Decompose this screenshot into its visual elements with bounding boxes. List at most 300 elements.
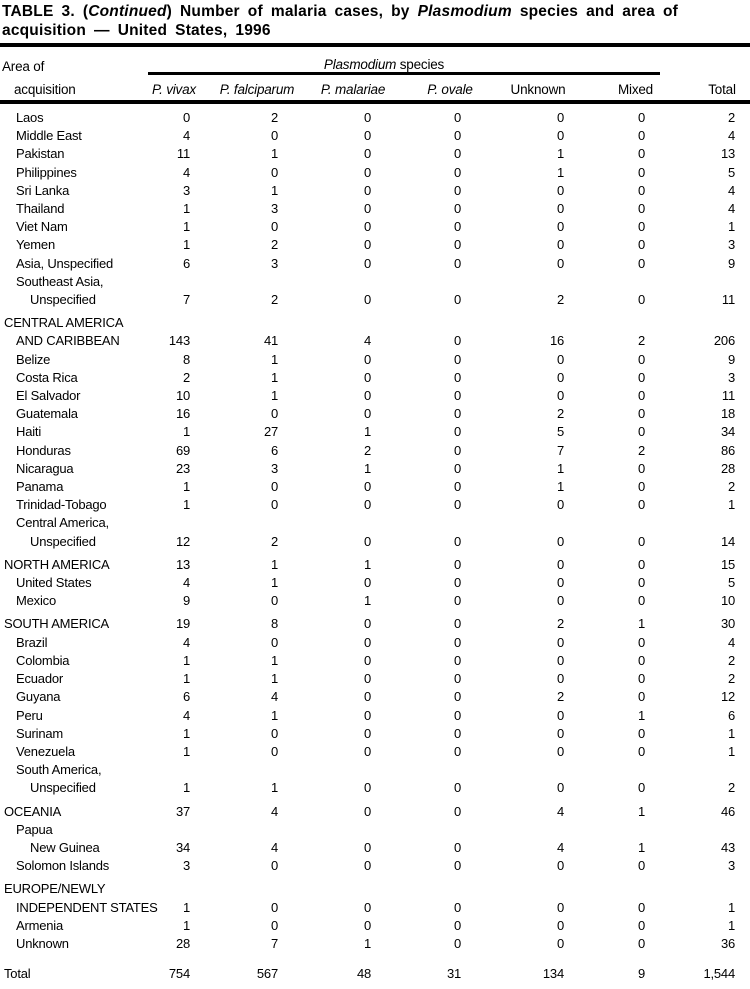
cell-value: 0 (453, 917, 461, 933)
cell-value: 0 (363, 634, 371, 650)
row-label: Unspecified (30, 292, 96, 308)
table-row (0, 725, 750, 743)
cell-value (200, 875, 305, 898)
title-plasmodium: Plasmodium (417, 3, 512, 20)
cell-value: 0 (270, 725, 278, 741)
cell-value: 3 (182, 182, 190, 198)
cell-value: 0 (363, 497, 371, 513)
row-label: Trinidad-Tobago (16, 497, 107, 513)
cell-value: 0 (270, 858, 278, 874)
cell-value: 1 (182, 219, 190, 235)
row-label: South America, (16, 762, 102, 778)
table-row (0, 200, 750, 218)
cell-value: 0 (363, 128, 371, 144)
cell-value: 0 (453, 406, 461, 422)
table-row (0, 670, 750, 688)
cell-value (575, 875, 660, 898)
cell-value: 2 (270, 533, 278, 549)
table-row (0, 592, 750, 610)
cell-value: 69 (175, 442, 190, 458)
cell-value: 1 (637, 707, 645, 723)
cell-value: 0 (556, 556, 564, 572)
cell-value: 0 (270, 634, 278, 650)
cell-value: 13 (720, 146, 735, 162)
table-row (0, 761, 750, 779)
cell-value: 0 (363, 237, 371, 253)
cell-value: 1 (270, 388, 278, 404)
cell-value: 0 (637, 369, 645, 385)
spanner-rest: species (396, 57, 445, 72)
cell-value: 1 (637, 803, 645, 819)
cell-value: 9 (182, 593, 190, 609)
cell-value: 5 (727, 164, 735, 180)
cell-value: 8 (182, 351, 190, 367)
row-label: Middle East (16, 128, 82, 144)
row-label: Southeast Asia, (16, 273, 104, 289)
column-header-row (0, 74, 750, 103)
cell-value: 0 (556, 255, 564, 271)
cell-value: 0 (637, 743, 645, 759)
table-row (0, 332, 750, 350)
cell-value: 0 (453, 442, 461, 458)
malaria-cases-table (0, 43, 750, 989)
column-header-ovale: P. ovale (427, 82, 473, 97)
cell-value: 4 (182, 634, 190, 650)
cell-value: 0 (363, 201, 371, 217)
cell-value: 0 (453, 899, 461, 915)
cell-value: 1 (182, 201, 190, 217)
cell-value: 11 (721, 388, 735, 404)
cell-value: 0 (453, 839, 461, 855)
table-row (0, 423, 750, 441)
cell-value: 206 (713, 333, 735, 349)
table-row (0, 875, 750, 898)
title-prefix: TABLE 3. ( (2, 3, 89, 20)
cell-value: 4 (270, 689, 278, 705)
cell-value: 16 (549, 333, 564, 349)
cell-value: 0 (637, 406, 645, 422)
row-label: Haiti (16, 424, 42, 440)
cell-value: 0 (363, 725, 371, 741)
cell-value: 0 (453, 146, 461, 162)
cell-value: 1 (727, 917, 735, 933)
cell-value: 1 (182, 424, 190, 440)
row-label: Total (4, 966, 31, 982)
cell-value: 1 (182, 917, 190, 933)
cell-value: 1 (556, 164, 564, 180)
row-label: NORTH AMERICA (4, 556, 110, 572)
cell-value: 0 (637, 164, 645, 180)
cell-value: 0 (270, 128, 278, 144)
cell-value: 3 (270, 255, 278, 271)
cell-value: 1 (182, 652, 190, 668)
cell-value: 1 (556, 479, 564, 495)
cell-value: 1 (182, 780, 190, 796)
cell-value: 10 (175, 388, 190, 404)
cell-value (305, 514, 395, 532)
cell-value: 4 (182, 164, 190, 180)
cell-value: 7 (556, 442, 564, 458)
cell-value: 1 (270, 707, 278, 723)
cell-value: 9 (727, 351, 735, 367)
cell-value: 9 (637, 966, 645, 982)
cell-value: 0 (637, 935, 645, 951)
table-row (0, 273, 750, 291)
cell-value: 0 (453, 237, 461, 253)
cell-value (575, 514, 660, 532)
cell-value: 0 (556, 780, 564, 796)
cell-value: 0 (363, 182, 371, 198)
cell-value: 34 (175, 839, 190, 855)
cell-value: 0 (363, 575, 371, 591)
title-mid2: species and area of (511, 3, 678, 20)
cell-value: 0 (363, 743, 371, 759)
cell-value: 0 (637, 899, 645, 915)
cell-value: 0 (453, 369, 461, 385)
cell-value: 0 (453, 164, 461, 180)
cell-value (305, 875, 395, 898)
cell-value: 0 (637, 634, 645, 650)
table-row (0, 182, 750, 200)
cell-value: 28 (720, 460, 735, 476)
cell-value: 5 (556, 424, 564, 440)
cell-value: 0 (637, 689, 645, 705)
cell-value: 0 (556, 858, 564, 874)
table-row (0, 369, 750, 387)
cell-value: 2 (270, 110, 278, 125)
cell-value: 0 (556, 388, 564, 404)
cell-value: 48 (356, 966, 371, 982)
cell-value: 4 (270, 839, 278, 855)
cell-value: 2 (270, 237, 278, 253)
stub-header-line2: acquisition (14, 82, 76, 97)
cell-value: 14 (720, 533, 735, 549)
cell-value: 18 (720, 406, 735, 422)
cell-value: 4 (727, 128, 735, 144)
table-row (0, 442, 750, 460)
cell-value: 1 (270, 146, 278, 162)
cell-value: 1 (182, 497, 190, 513)
cell-value: 0 (556, 237, 564, 253)
table-row (0, 574, 750, 592)
cell-value: 0 (453, 780, 461, 796)
cell-value: 0 (363, 406, 371, 422)
cell-value: 0 (453, 556, 461, 572)
table-row (0, 309, 750, 332)
table-row (0, 351, 750, 369)
cell-value: 6 (727, 707, 735, 723)
cell-value: 0 (363, 146, 371, 162)
cell-value: 1,544 (703, 966, 735, 982)
cell-value: 2 (556, 292, 564, 308)
cell-value: 4 (363, 333, 371, 349)
cell-value: 0 (453, 616, 461, 632)
cell-value: 0 (363, 780, 371, 796)
cell-value (148, 821, 200, 839)
row-label: El Salvador (16, 388, 81, 404)
cell-value: 0 (453, 803, 461, 819)
row-label: Thailand (16, 201, 65, 217)
cell-value: 0 (637, 460, 645, 476)
cell-value: 0 (637, 237, 645, 253)
table-row (0, 164, 750, 182)
title-mid1: ) Number of malaria cases, by (166, 3, 418, 20)
cell-value (148, 309, 200, 332)
cell-value (395, 821, 485, 839)
row-label: United States (16, 575, 92, 591)
row-label: INDEPENDENT STATES (16, 899, 158, 915)
cell-value (485, 821, 575, 839)
table-row (0, 255, 750, 273)
cell-value: 1 (556, 146, 564, 162)
cell-value: 0 (453, 460, 461, 476)
cell-value: 0 (363, 839, 371, 855)
cell-value: 4 (556, 803, 564, 819)
cell-value: 0 (556, 201, 564, 217)
row-label: Yemen (16, 237, 55, 253)
cell-value: 1 (637, 616, 645, 632)
row-label: Viet Nam (16, 219, 68, 235)
cell-value (485, 273, 575, 291)
cell-value: 4 (727, 201, 735, 217)
row-label: Mexico (16, 593, 56, 609)
cell-value: 0 (453, 333, 461, 349)
cell-value: 4 (182, 128, 190, 144)
cell-value: 0 (453, 219, 461, 235)
cell-value: 3 (270, 201, 278, 217)
cell-value: 0 (270, 917, 278, 933)
cell-value: 2 (556, 689, 564, 705)
cell-value: 1 (727, 219, 735, 235)
cell-value: 6 (270, 442, 278, 458)
cell-value: 0 (637, 110, 645, 125)
cell-value: 2 (727, 780, 735, 796)
cell-value: 1 (270, 182, 278, 198)
cell-value: 0 (637, 917, 645, 933)
table-row (0, 102, 750, 127)
cell-value: 0 (453, 671, 461, 687)
cell-value: 0 (270, 219, 278, 235)
cell-value: 0 (363, 533, 371, 549)
cell-value: 11 (176, 146, 190, 162)
cell-value (485, 875, 575, 898)
cell-value: 43 (720, 839, 735, 855)
cell-value: 2 (637, 442, 645, 458)
spanner-empty-cell (660, 45, 750, 74)
table-row (0, 707, 750, 725)
cell-value: 0 (637, 556, 645, 572)
row-label: Panama (16, 479, 64, 495)
cell-value: 0 (556, 351, 564, 367)
table-row (0, 551, 750, 574)
cell-value: 12 (175, 533, 190, 549)
cell-value (148, 761, 200, 779)
table-row (0, 634, 750, 652)
table-header (0, 45, 750, 102)
row-label: Guyana (16, 689, 61, 705)
cell-value: 0 (556, 634, 564, 650)
cell-value: 2 (556, 616, 564, 632)
species-spanner (148, 45, 660, 74)
table-row (0, 688, 750, 706)
cell-value: 143 (168, 333, 190, 349)
cell-value: 0 (637, 146, 645, 162)
row-label: Ecuador (16, 671, 64, 687)
cell-value: 0 (270, 406, 278, 422)
row-label: Asia, Unspecified (16, 255, 114, 271)
cell-value: 6 (182, 255, 190, 271)
cell-value: 23 (175, 460, 190, 476)
table-row (0, 652, 750, 670)
cell-value: 1 (182, 479, 190, 495)
cell-value (395, 273, 485, 291)
cell-value: 0 (637, 652, 645, 668)
cell-value: 0 (637, 219, 645, 235)
table-body (0, 102, 750, 989)
cell-value: 1 (363, 935, 371, 951)
cell-value: 0 (556, 917, 564, 933)
cell-value: 2 (727, 110, 735, 125)
cell-value (660, 761, 750, 779)
cell-value (148, 273, 200, 291)
stub-header-line1: Area of (2, 58, 45, 74)
cell-value: 11 (721, 292, 735, 308)
cell-value: 0 (453, 292, 461, 308)
cell-value: 4 (727, 634, 735, 650)
cell-value (200, 514, 305, 532)
cell-value: 30 (720, 616, 735, 632)
cell-value: 2 (182, 369, 190, 385)
cell-value (575, 309, 660, 332)
cell-value: 28 (175, 935, 190, 951)
cell-value (305, 309, 395, 332)
cell-value: 1 (727, 497, 735, 513)
cell-value (660, 309, 750, 332)
table-row (0, 779, 750, 797)
cell-value: 1 (270, 652, 278, 668)
cell-value (200, 761, 305, 779)
cell-value: 1 (363, 424, 371, 440)
cell-value: 0 (363, 388, 371, 404)
cell-value: 0 (556, 652, 564, 668)
row-label: CENTRAL AMERICA (4, 315, 124, 331)
cell-value (485, 514, 575, 532)
cell-value: 4 (556, 839, 564, 855)
cell-value: 1 (182, 237, 190, 253)
cell-value: 0 (453, 351, 461, 367)
cell-value: 0 (556, 182, 564, 198)
cell-value: 0 (637, 388, 645, 404)
cell-value: 2 (727, 671, 735, 687)
cell-value: 0 (363, 899, 371, 915)
cell-value: 0 (453, 255, 461, 271)
cell-value: 0 (637, 201, 645, 217)
total-row (0, 953, 750, 989)
cell-value: 27 (263, 424, 278, 440)
cell-value: 19 (175, 616, 190, 632)
cell-value: 0 (556, 128, 564, 144)
spanner-italic: Plasmodium (323, 57, 397, 72)
cell-value: 0 (453, 652, 461, 668)
cell-value: 0 (556, 671, 564, 687)
row-label: AND CARIBBEAN (16, 333, 120, 349)
row-label: Surinam (16, 725, 64, 741)
table-row (0, 127, 750, 145)
cell-value: 0 (453, 935, 461, 951)
cell-value: 0 (556, 707, 564, 723)
table-row (0, 145, 750, 163)
cell-value: 0 (363, 479, 371, 495)
table-row (0, 610, 750, 633)
table-row (0, 460, 750, 478)
cell-value: 0 (363, 652, 371, 668)
spanner-row (0, 45, 750, 74)
cell-value (660, 514, 750, 532)
cell-value: 567 (256, 966, 278, 982)
cell-value: 1 (556, 460, 564, 476)
cell-value: 1 (270, 351, 278, 367)
table-row (0, 798, 750, 821)
cell-value: 0 (363, 369, 371, 385)
row-label: Laos (16, 110, 44, 125)
cell-value: 3 (182, 858, 190, 874)
column-header-unknown: Unknown (510, 82, 566, 97)
cell-value: 0 (637, 292, 645, 308)
row-label: Costa Rica (16, 369, 78, 385)
cell-value: 0 (453, 497, 461, 513)
cell-value: 3 (727, 369, 735, 385)
cell-value: 0 (556, 497, 564, 513)
row-label: Pakistan (16, 146, 65, 162)
cell-value: 0 (637, 424, 645, 440)
cell-value: 0 (637, 780, 645, 796)
cell-value: 0 (556, 219, 564, 235)
cell-value (200, 309, 305, 332)
cell-value (395, 761, 485, 779)
row-label: Nicaragua (16, 460, 74, 476)
cell-value: 0 (453, 424, 461, 440)
cell-value: 4 (727, 182, 735, 198)
row-label: EUROPE/NEWLY (4, 881, 106, 897)
row-label: OCEANIA (4, 803, 62, 819)
cell-value: 0 (453, 533, 461, 549)
cell-value: 0 (363, 292, 371, 308)
cell-value: 16 (175, 406, 190, 422)
cell-value: 0 (363, 858, 371, 874)
cell-value: 0 (453, 593, 461, 609)
cell-value: 0 (270, 497, 278, 513)
cell-value: 1 (363, 593, 371, 609)
cell-value: 0 (637, 593, 645, 609)
table-row (0, 291, 750, 309)
cell-value: 0 (637, 533, 645, 549)
cell-value: 1 (182, 671, 190, 687)
cell-value: 0 (363, 351, 371, 367)
cell-value: 46 (720, 803, 735, 819)
cell-value (305, 273, 395, 291)
cell-value: 754 (168, 966, 190, 982)
cell-value: 2 (727, 652, 735, 668)
cell-value: 0 (453, 743, 461, 759)
cell-value: 0 (453, 182, 461, 198)
cell-value: 0 (363, 219, 371, 235)
cell-value: 37 (175, 803, 190, 819)
column-header-malariae: P. malariae (320, 82, 386, 97)
cell-value (485, 761, 575, 779)
cell-value: 2 (727, 479, 735, 495)
table-row (0, 405, 750, 423)
table-row (0, 387, 750, 405)
